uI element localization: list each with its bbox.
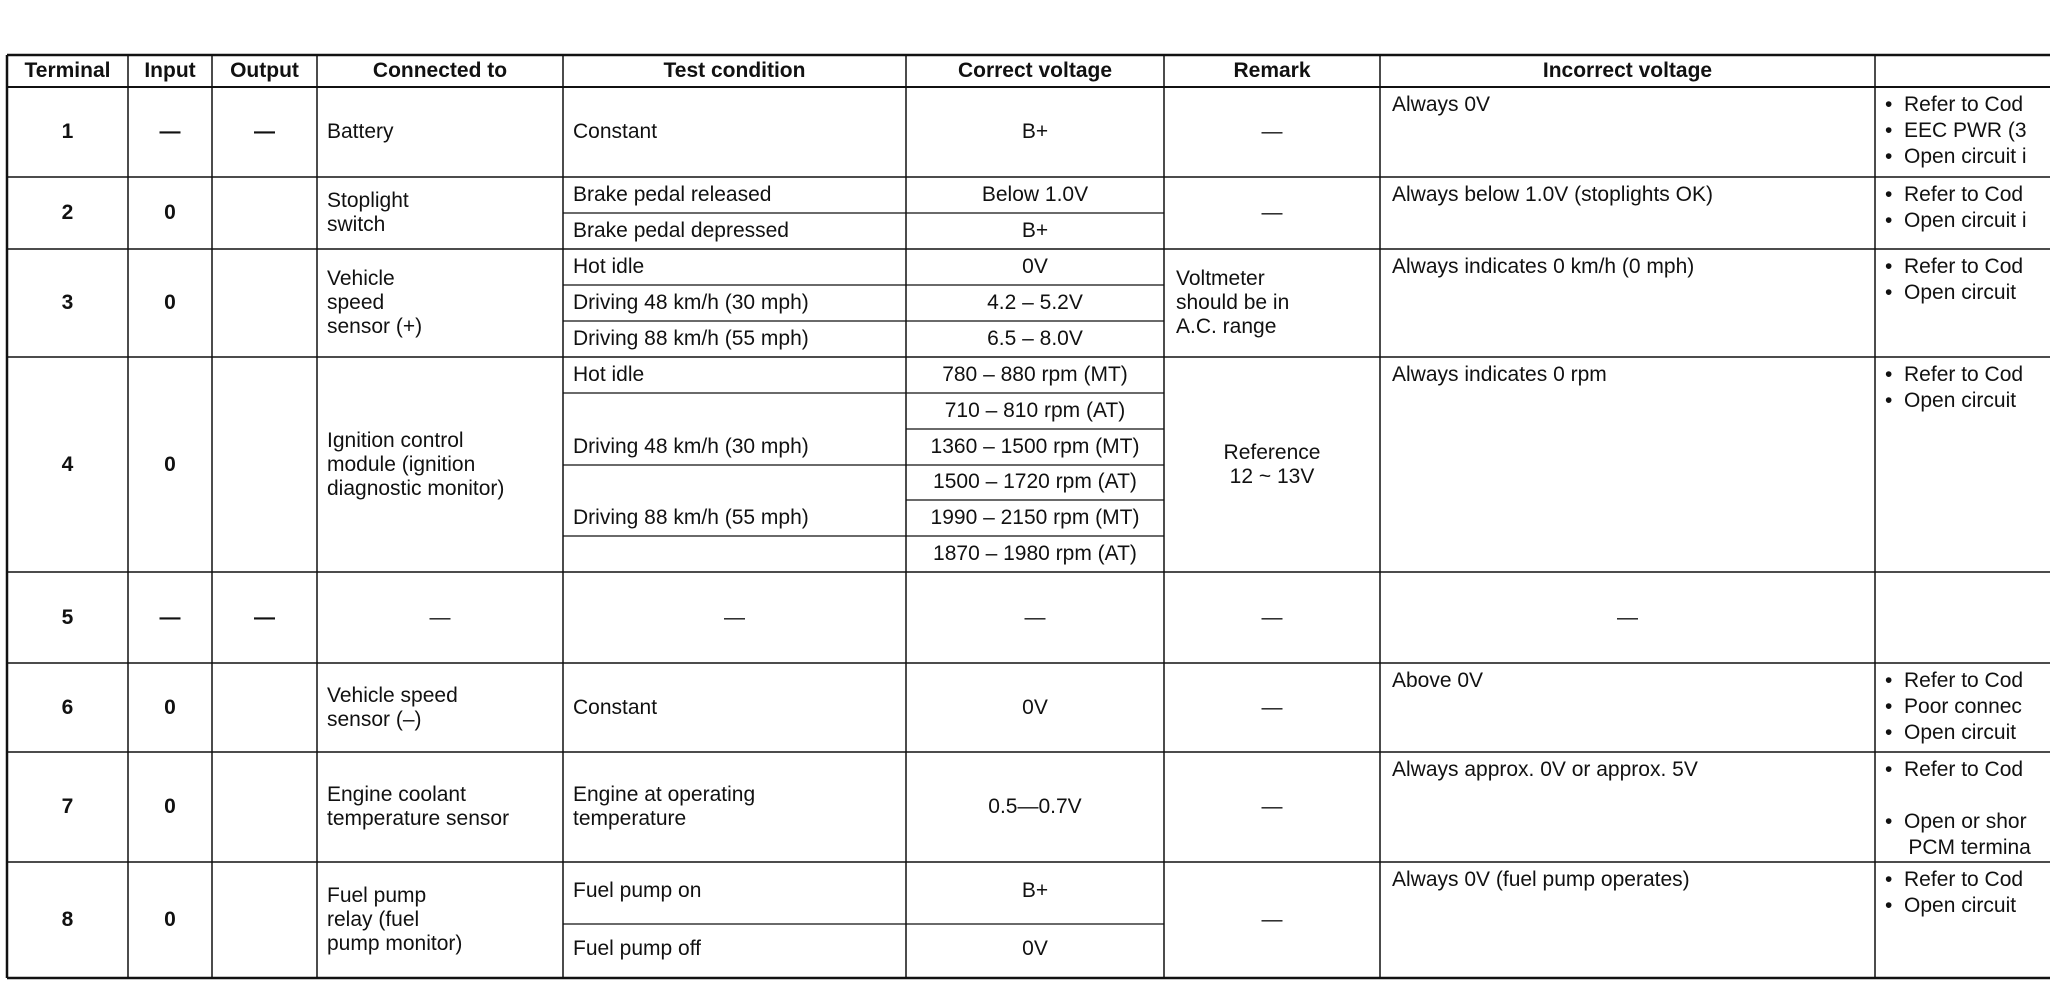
- input-cell: 0: [164, 695, 176, 719]
- action-text: • Refer to Cod: [1885, 758, 2024, 781]
- connected-to-text: diagnostic monitor): [327, 476, 505, 500]
- incorrect-voltage-text: Above 0V: [1392, 669, 1484, 692]
- action-text: • Open circuit i: [1885, 209, 2027, 232]
- action-text: • EEC PWR (3: [1885, 119, 2027, 142]
- connected-to-text: Ignition control: [327, 428, 464, 452]
- test-condition-text: Brake pedal depressed: [573, 219, 789, 242]
- connected-to-text: pump monitor): [327, 932, 463, 955]
- column-header: Test condition: [663, 59, 806, 82]
- column-header: Input: [144, 59, 196, 82]
- test-condition-text: temperature: [573, 807, 687, 830]
- test-condition-text: Brake pedal released: [573, 183, 772, 206]
- action-text: • Refer to Cod: [1885, 93, 2024, 116]
- connected-to-text: Battery: [327, 120, 394, 143]
- correct-voltage-value: B+: [1021, 120, 1049, 143]
- correct-voltage-value: B+: [1021, 879, 1049, 902]
- test-condition-text: Hot idle: [573, 255, 645, 278]
- remark-text: —: [1261, 201, 1283, 224]
- remark-text: —: [1261, 795, 1283, 818]
- input-cell: —: [159, 605, 181, 629]
- correct-voltage-value: 710 – 810 rpm (AT): [944, 398, 1126, 422]
- column-header: Incorrect voltage: [1542, 59, 1713, 82]
- action-text: • Refer to Cod: [1885, 183, 2024, 206]
- remark-text: 12 ~ 13V: [1229, 464, 1315, 488]
- terminal-number: 1: [61, 120, 74, 143]
- correct-voltage-value: B+: [1021, 219, 1049, 242]
- connected-to-text: switch: [327, 213, 386, 236]
- action-text: PCM termina: [1885, 836, 2031, 859]
- correct-voltage-value: 0V: [1022, 695, 1048, 719]
- connected-to-text: —: [429, 605, 451, 629]
- input-cell: —: [159, 120, 181, 143]
- correct-voltage-value: —: [1024, 605, 1046, 629]
- action-text: • Refer to Cod: [1885, 363, 2024, 386]
- action-text: • Refer to Cod: [1885, 255, 2024, 278]
- column-header: Remark: [1233, 59, 1311, 82]
- action-text: • Open circuit: [1885, 281, 2017, 304]
- column-header: Correct voltage: [957, 59, 1113, 82]
- terminal-number: 8: [61, 908, 74, 931]
- test-condition-text: Hot idle: [573, 362, 645, 386]
- input-cell: 0: [164, 795, 176, 818]
- incorrect-voltage-text: Always approx. 0V or approx. 5V: [1392, 758, 1698, 781]
- incorrect-voltage-text: Always indicates 0 km/h (0 mph): [1392, 255, 1695, 278]
- remark-text: Voltmeter: [1176, 267, 1265, 290]
- action-text: • Open circuit: [1885, 721, 2017, 744]
- action-text: • Poor connec: [1885, 695, 2022, 718]
- test-condition-text: Driving 88 km/h (55 mph): [573, 506, 809, 530]
- action-text: • Open circuit: [1885, 894, 2017, 917]
- correct-voltage-value: 1870 – 1980 rpm (AT): [933, 542, 1137, 566]
- incorrect-voltage-text: Always indicates 0 rpm: [1392, 363, 1607, 386]
- remark-text: —: [1261, 605, 1283, 629]
- terminal-number: 4: [61, 452, 74, 476]
- action-text: • Refer to Cod: [1885, 669, 2024, 692]
- incorrect-voltage-text: —: [1617, 605, 1638, 629]
- correct-voltage-value: 1500 – 1720 rpm (AT): [933, 470, 1137, 494]
- remark-text: Reference: [1223, 440, 1321, 464]
- connected-to-text: relay (fuel: [327, 908, 420, 931]
- correct-voltage-value: 780 – 880 rpm (MT): [942, 362, 1128, 386]
- output-cell: —: [254, 120, 275, 143]
- connected-to-text: Vehicle speed: [327, 683, 458, 707]
- incorrect-voltage-text: Always 0V (fuel pump operates): [1392, 868, 1690, 891]
- incorrect-voltage-text: Always 0V: [1392, 93, 1491, 116]
- column-header: Terminal: [24, 59, 111, 82]
- test-condition-text: Driving 88 km/h (55 mph): [573, 327, 809, 350]
- connected-to-text: temperature sensor: [327, 807, 510, 830]
- test-condition-text: Fuel pump on: [573, 879, 702, 902]
- connected-to-text: sensor (+): [327, 315, 423, 338]
- correct-voltage-value: 0V: [1022, 937, 1048, 960]
- action-text: • Open circuit i: [1885, 145, 2027, 168]
- input-cell: 0: [164, 452, 176, 476]
- remark-text: A.C. range: [1176, 315, 1277, 338]
- connected-to-text: Vehicle: [327, 267, 395, 290]
- test-condition-text: Fuel pump off: [573, 937, 702, 960]
- correct-voltage-value: 1360 – 1500 rpm (MT): [930, 434, 1140, 458]
- terminal-number: 7: [61, 795, 74, 818]
- test-condition-text: Engine at operating: [573, 783, 756, 806]
- test-condition-text: Constant: [573, 120, 658, 143]
- terminal-number: 5: [61, 605, 74, 629]
- test-condition-text: —: [724, 605, 745, 629]
- column-header: Output: [230, 59, 299, 82]
- remark-text: —: [1261, 695, 1283, 719]
- action-text: • Refer to Cod: [1885, 868, 2024, 891]
- connected-to-text: sensor (–): [327, 707, 422, 731]
- input-cell: 0: [164, 291, 176, 314]
- test-condition-text: Driving 48 km/h (30 mph): [573, 434, 809, 458]
- connected-to-text: Engine coolant: [327, 783, 466, 806]
- correct-voltage-value: 0V: [1022, 255, 1048, 278]
- test-condition-text: Driving 48 km/h (30 mph): [573, 291, 809, 314]
- action-text: • Open or shor: [1885, 810, 2027, 833]
- correct-voltage-value: 0.5—0.7V: [988, 795, 1082, 818]
- connected-to-text: module (ignition: [327, 452, 476, 476]
- action-text: • Open circuit: [1885, 389, 2017, 412]
- test-condition-text: Constant: [573, 695, 658, 719]
- remark-text: should be in: [1176, 291, 1290, 314]
- terminal-number: 6: [61, 695, 74, 719]
- terminal-number: 2: [61, 201, 74, 224]
- connected-to-text: speed: [327, 291, 385, 314]
- input-cell: 0: [164, 908, 176, 931]
- connected-to-text: Fuel pump: [327, 884, 427, 907]
- input-cell: 0: [164, 201, 176, 224]
- output-cell: —: [254, 605, 275, 629]
- terminal-number: 3: [61, 291, 74, 314]
- correct-voltage-value: 1990 – 2150 rpm (MT): [930, 506, 1140, 530]
- connected-to-text: Stoplight: [327, 189, 409, 212]
- correct-voltage-value: 4.2 – 5.2V: [987, 291, 1083, 314]
- remark-text: —: [1261, 120, 1283, 143]
- correct-voltage-value: Below 1.0V: [981, 183, 1089, 206]
- incorrect-voltage-text: Always below 1.0V (stoplights OK): [1392, 183, 1713, 206]
- correct-voltage-value: 6.5 – 8.0V: [987, 327, 1083, 350]
- remark-text: —: [1261, 908, 1283, 931]
- column-header: Connected to: [372, 59, 508, 82]
